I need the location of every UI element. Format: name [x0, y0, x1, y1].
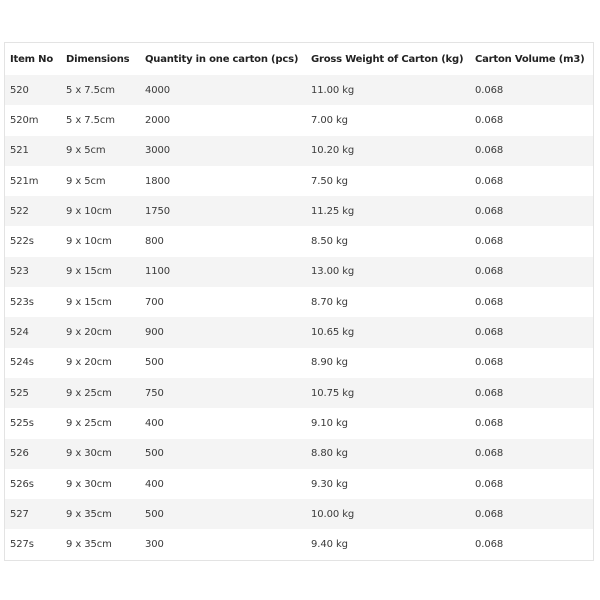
cell-quantity: 1800 [145, 175, 171, 187]
cell-gross-weight: 9.10 kg [311, 417, 348, 429]
header-quantity: Quantity in one carton (pcs) [145, 53, 299, 65]
table-row [5, 257, 593, 287]
cell-dimensions: 9 x 30cm [66, 448, 112, 460]
cell-dimensions: 9 x 5cm [66, 175, 106, 187]
table-row [5, 529, 593, 559]
cell-gross-weight: 7.00 kg [311, 114, 348, 126]
cell-gross-weight: 8.80 kg [311, 448, 348, 460]
cell-gross-weight: 11.25 kg [311, 205, 355, 217]
cell-dimensions: 9 x 20cm [66, 327, 112, 339]
table-row [5, 378, 593, 408]
cell-carton-volume: 0.068 [475, 327, 504, 339]
cell-quantity: 900 [145, 327, 164, 339]
cell-quantity: 3000 [145, 145, 171, 157]
cell-item-no: 522s [10, 236, 34, 248]
cell-dimensions: 9 x 35cm [66, 539, 112, 551]
table-row [5, 226, 593, 256]
cell-item-no: 524s [10, 357, 34, 369]
cell-gross-weight: 8.70 kg [311, 296, 348, 308]
cell-quantity: 300 [145, 539, 164, 551]
cell-quantity: 500 [145, 508, 164, 520]
header-gross-weight: Gross Weight of Carton (kg) [311, 53, 464, 65]
cell-quantity: 400 [145, 417, 164, 429]
table-row [5, 166, 593, 196]
cell-carton-volume: 0.068 [475, 539, 504, 551]
cell-item-no: 520m [10, 114, 39, 126]
cell-dimensions: 9 x 30cm [66, 478, 112, 490]
cell-quantity: 500 [145, 448, 164, 460]
table-row [5, 105, 593, 135]
table-row [5, 196, 593, 226]
cell-dimensions: 9 x 15cm [66, 296, 112, 308]
cell-quantity: 500 [145, 357, 164, 369]
table-header [5, 43, 593, 75]
cell-carton-volume: 0.068 [475, 296, 504, 308]
cell-carton-volume: 0.068 [475, 175, 504, 187]
cell-item-no: 521 [10, 145, 29, 157]
cell-carton-volume: 0.068 [475, 448, 504, 460]
header-item-no: Item No [10, 53, 54, 65]
product-spec-table [4, 42, 594, 561]
cell-gross-weight: 8.50 kg [311, 236, 348, 248]
cell-carton-volume: 0.068 [475, 145, 504, 157]
cell-quantity: 1100 [145, 266, 171, 278]
cell-carton-volume: 0.068 [475, 508, 504, 520]
cell-quantity: 1750 [145, 205, 171, 217]
cell-quantity: 4000 [145, 84, 171, 96]
table-row [5, 439, 593, 469]
cell-dimensions: 9 x 10cm [66, 205, 112, 217]
cell-item-no: 527s [10, 539, 34, 551]
cell-dimensions: 5 x 7.5cm [66, 114, 115, 126]
cell-gross-weight: 7.50 kg [311, 175, 348, 187]
cell-gross-weight: 10.20 kg [311, 145, 355, 157]
cell-item-no: 525s [10, 417, 34, 429]
table-row [5, 499, 593, 529]
cell-gross-weight: 11.00 kg [311, 84, 355, 96]
cell-item-no: 526s [10, 478, 34, 490]
cell-item-no: 523 [10, 266, 29, 278]
cell-item-no: 523s [10, 296, 34, 308]
cell-dimensions: 9 x 5cm [66, 145, 106, 157]
cell-gross-weight: 9.30 kg [311, 478, 348, 490]
table-row [5, 136, 593, 166]
header-row [5, 43, 593, 75]
cell-gross-weight: 10.75 kg [311, 387, 355, 399]
cell-item-no: 527 [10, 508, 29, 520]
cell-carton-volume: 0.068 [475, 417, 504, 429]
cell-dimensions: 9 x 10cm [66, 236, 112, 248]
cell-carton-volume: 0.068 [475, 387, 504, 399]
cell-carton-volume: 0.068 [475, 357, 504, 369]
cell-dimensions: 9 x 25cm [66, 387, 112, 399]
table-row [5, 317, 593, 347]
cell-quantity: 750 [145, 387, 164, 399]
cell-quantity: 700 [145, 296, 164, 308]
cell-gross-weight: 10.65 kg [311, 327, 355, 339]
table-row [5, 408, 593, 438]
cell-gross-weight: 9.40 kg [311, 539, 348, 551]
cell-quantity: 400 [145, 478, 164, 490]
cell-item-no: 525 [10, 387, 29, 399]
cell-carton-volume: 0.068 [475, 236, 504, 248]
header-dimensions: Dimensions [66, 53, 130, 65]
spec-table [5, 43, 593, 560]
cell-quantity: 2000 [145, 114, 171, 126]
cell-dimensions: 9 x 15cm [66, 266, 112, 278]
cell-gross-weight: 8.90 kg [311, 357, 348, 369]
cell-gross-weight: 10.00 kg [311, 508, 355, 520]
header-carton-volume: Carton Volume (m3) [475, 53, 585, 65]
cell-carton-volume: 0.068 [475, 478, 504, 490]
cell-dimensions: 9 x 35cm [66, 508, 112, 520]
cell-item-no: 526 [10, 448, 29, 460]
cell-dimensions: 5 x 7.5cm [66, 84, 115, 96]
cell-item-no: 520 [10, 84, 29, 96]
cell-carton-volume: 0.068 [475, 114, 504, 126]
cell-carton-volume: 0.068 [475, 266, 504, 278]
table-row [5, 348, 593, 378]
cell-gross-weight: 13.00 kg [311, 266, 355, 278]
table-body [5, 75, 593, 560]
cell-dimensions: 9 x 20cm [66, 357, 112, 369]
cell-item-no: 524 [10, 327, 29, 339]
table-row [5, 287, 593, 317]
cell-carton-volume: 0.068 [475, 205, 504, 217]
cell-item-no: 522 [10, 205, 29, 217]
cell-quantity: 800 [145, 236, 164, 248]
cell-item-no: 521m [10, 175, 39, 187]
cell-dimensions: 9 x 25cm [66, 417, 112, 429]
table-row [5, 469, 593, 499]
table-row [5, 75, 593, 105]
cell-carton-volume: 0.068 [475, 84, 504, 96]
